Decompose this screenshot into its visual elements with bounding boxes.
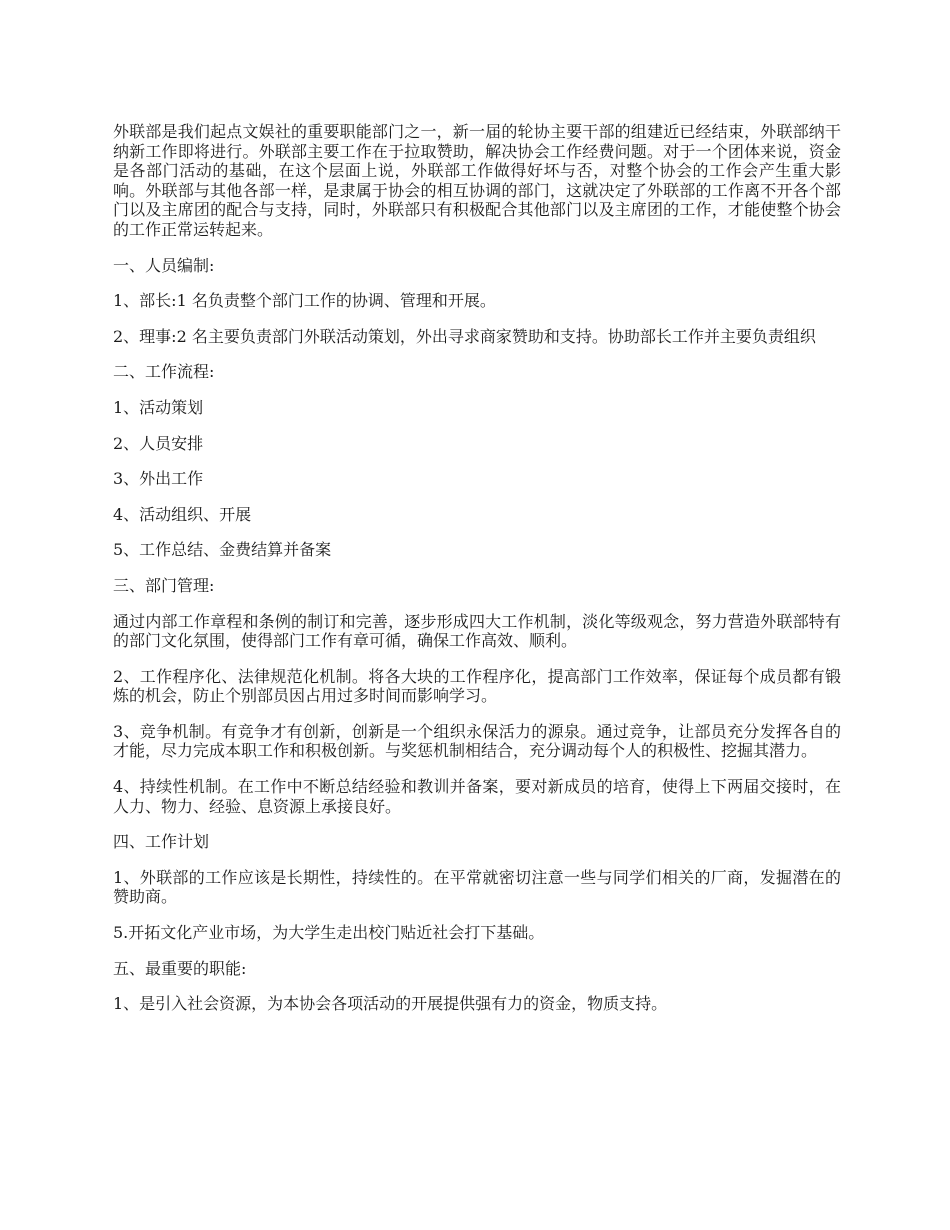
plan-item-5: 5.开拓文化产业市场，为大学生走出校门贴近社会打下基础。 (113, 923, 545, 943)
section-heading-functions: 五、最重要的职能: (113, 958, 247, 978)
workflow-item-5: 5、工作总结、金费结算并备案 (113, 540, 332, 560)
management-item-3: 3、竞争机制。有竞争才有创新，创新是一个组织永保活力的源泉。通过竞争，让部员充分发挥各自的才能，尽力完成本职工作和积极创新。与奖惩机制相结合，充分调动每个人的积极性、挖掘其潜力。 (113, 721, 841, 761)
intro-paragraph: 外联部是我们起点文娱社的重要职能部门之一，新一届的轮协主要干部的组建近已经结束，外联部纳干纳新工作即将进行。外联部主要工作在于拉取赞助，解决协会工作经费问题。对于一个团体来说，资金是各部门活动的基础，在这个层面上说，外联部工作做得好坏与否，对整个协会的工作会产生重大影响。外联部与其他各部一样，是隶属于协会的相互协调的部门，这就决定了外联部的工作离不开各个部门以及主席团的配合与支持，同时，外联部只有积极配合其他部门以及主席团的工作，才能使整个协会的工作正常运转起来。 (113, 122, 841, 239)
section-heading-workflow: 二、工作流程: (113, 362, 215, 382)
staffing-item-1: 1、部长:1 名负责整个部门工作的协调、管理和开展。 (113, 291, 496, 311)
workflow-item-1: 1、活动策划 (113, 397, 204, 417)
workflow-item-3: 3、外出工作 (113, 469, 204, 489)
plan-item-1: 1、外联部的工作应该是长期性，持续性的。在平常就密切注意一些与同学们相关的厂商，发掘潜在的赞助商。 (113, 867, 841, 907)
section-heading-staffing: 一、人员编制: (113, 255, 215, 275)
workflow-item-4: 4、活动组织、开展 (113, 504, 252, 524)
staffing-item-2: 2、理事:2 名主要负责部门外联活动策划，外出寻求商家赞助和支持。协助部长工作并主要负责组织 (113, 326, 816, 346)
functions-item-1: 1、是引入社会资源，为本协会各项活动的开展提供强有力的资金，物质支持。 (113, 994, 668, 1014)
section-heading-plan: 四、工作计划 (113, 832, 210, 852)
document-body (113, 122, 841, 1030)
management-item-2: 2、工作程序化、法律规范化机制。将各大块的工作程序化，提高部门工作效率，保证每个成员都有锻炼的机会，防止个别部员因占用过多时间而影响学习。 (113, 666, 841, 706)
management-item-4: 4、持续性机制。在工作中不断总结经验和教训并备案，要对新成员的培育，使得上下两届交接时，在人力、物力、经验、息资源上承接良好。 (113, 777, 841, 816)
section-heading-management: 三、部门管理: (113, 575, 215, 595)
workflow-item-2: 2、人员安排 (113, 433, 204, 453)
management-intro: 通过内部工作章程和条例的制订和完善，逐步形成四大工作机制，淡化等级观念，努力营造外联部特有的部门文化氛围，使得部门工作有章可循，确保工作高效、顺利。 (113, 611, 841, 651)
